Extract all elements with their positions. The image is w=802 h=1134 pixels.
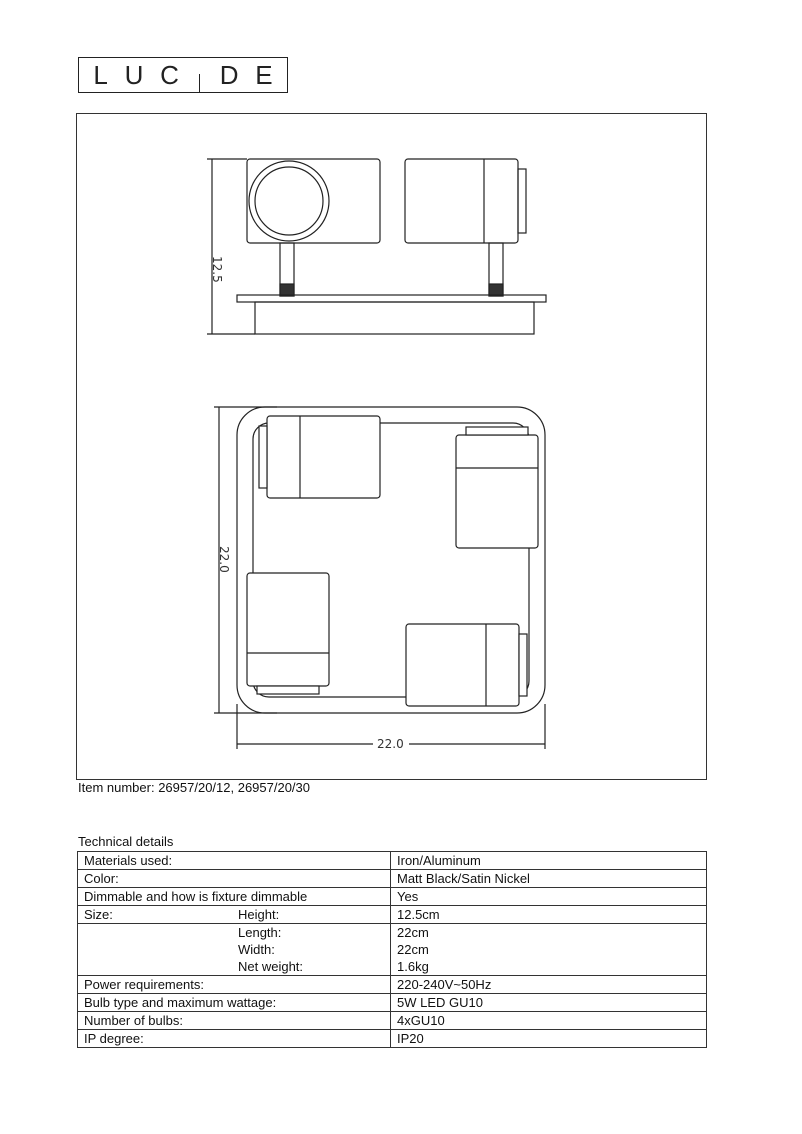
- logo-text: [79, 58, 287, 92]
- row-value: 22cm: [397, 942, 429, 957]
- table-row: [78, 994, 707, 1012]
- technical-drawing: [76, 113, 707, 780]
- side-spot-left: [247, 159, 380, 243]
- row-value: 5W LED GU10: [397, 995, 483, 1010]
- row-label: Dimmable and how is fixture dimmable: [84, 889, 308, 904]
- top-spot-1: [259, 416, 380, 498]
- logo-letter: U: [124, 59, 144, 90]
- row-value: Matt Black/Satin Nickel: [397, 871, 530, 886]
- row-value: Yes: [397, 889, 419, 904]
- table-row: [78, 941, 707, 958]
- side-height-label: 12.5: [210, 256, 224, 283]
- row-value: Iron/Aluminum: [397, 853, 481, 868]
- table-row: [78, 1030, 707, 1048]
- row-sublabel: Length:: [238, 925, 282, 940]
- row-label: Materials used:: [84, 853, 173, 868]
- row-value: 12.5cm: [397, 907, 440, 922]
- row-label: Power requirements:: [84, 977, 204, 992]
- top-spot-2: [456, 427, 538, 548]
- side-spot-lens-inner: [255, 167, 323, 235]
- top-spot-3: [247, 573, 329, 694]
- side-base: [255, 302, 534, 334]
- row-value: 1.6kg: [397, 959, 429, 974]
- row-label: Number of bulbs:: [84, 1013, 183, 1028]
- table-row: [78, 870, 707, 888]
- top-view: [214, 407, 545, 749]
- brand-logo: [78, 57, 288, 93]
- side-view: [207, 159, 546, 334]
- row-label: Bulb type and maximum wattage:: [84, 995, 277, 1010]
- logo-letter: D: [219, 59, 239, 90]
- row-label: Size:: [84, 907, 113, 922]
- row-label: IP degree:: [84, 1031, 144, 1046]
- table-row: [78, 1012, 707, 1030]
- logo-letter: E: [255, 59, 273, 90]
- technical-details-table: [77, 851, 707, 1048]
- side-spot-right: [405, 159, 518, 243]
- table-row: [78, 852, 707, 870]
- logo-letter: L: [93, 59, 108, 90]
- row-sublabel: Width:: [238, 942, 275, 957]
- row-value: 22cm: [397, 925, 429, 940]
- item-number: Item number: 26957/20/12, 26957/20/30: [78, 780, 311, 795]
- table-row: [78, 958, 707, 976]
- logo-divider: [199, 74, 200, 93]
- side-spot-lens-outer: [249, 161, 329, 241]
- drawing-svg: [77, 114, 708, 781]
- top-spot-4: [406, 624, 527, 706]
- row-value: IP20: [397, 1031, 424, 1046]
- technical-details-title: Technical details: [78, 834, 174, 849]
- row-sublabel: Net weight:: [238, 959, 304, 974]
- side-stem-left-base: [280, 284, 294, 296]
- top-height-label: 22.0: [217, 546, 231, 573]
- table-row: [78, 906, 707, 924]
- top-width-label: 22.0: [377, 737, 404, 751]
- row-value: 4xGU10: [397, 1013, 445, 1028]
- row-label: Color:: [84, 871, 119, 886]
- table-row: [78, 888, 707, 906]
- table-row: [78, 976, 707, 994]
- row-value: 220-240V~50Hz: [397, 977, 492, 992]
- row-sublabel: Height:: [238, 907, 280, 922]
- table-row: [78, 924, 707, 942]
- logo-letter: C: [160, 59, 179, 90]
